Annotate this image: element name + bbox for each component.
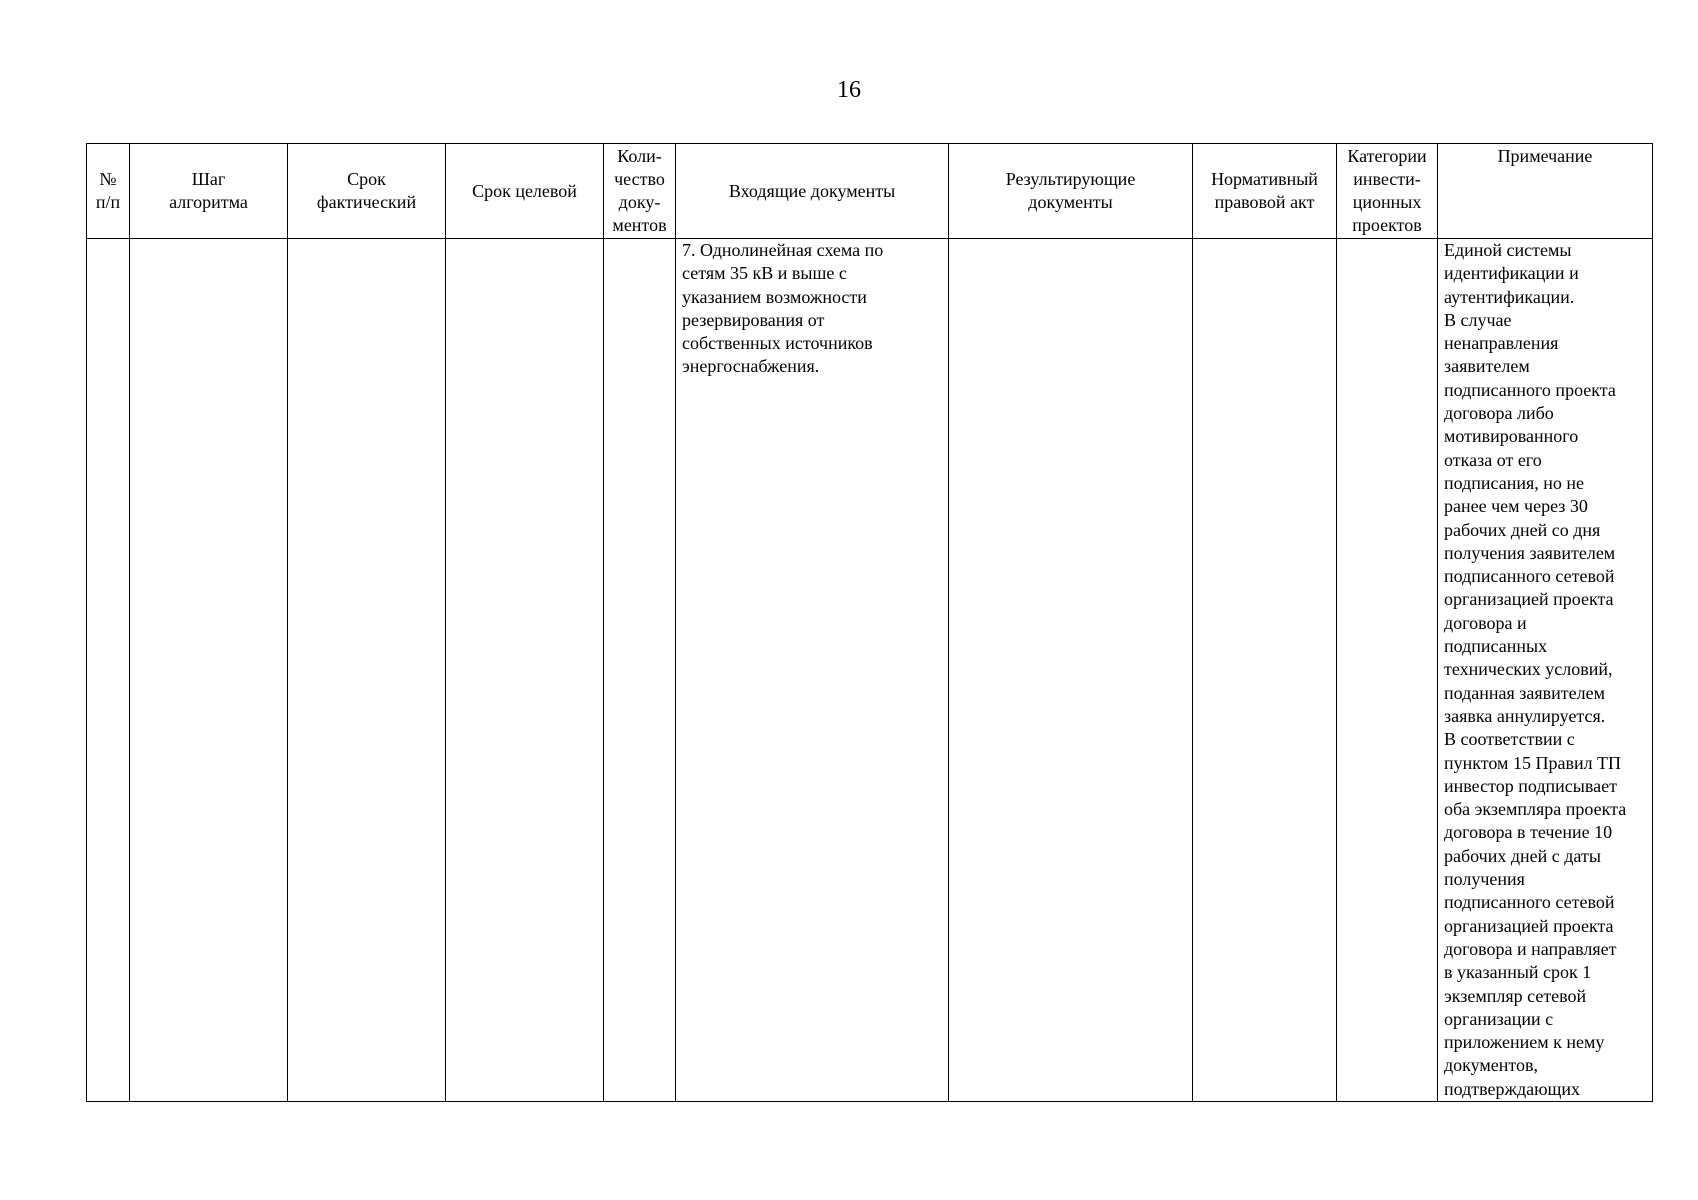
header-step: Шаг алгоритма	[130, 144, 288, 239]
header-note: Примечание	[1438, 144, 1653, 239]
header-target-term: Срок целевой	[446, 144, 604, 239]
cell-resulting-docs	[949, 239, 1193, 1102]
cell-note: Единой системы идентификации и аутентификации. В случае ненаправления заявителем подписанного проекта договора либо мотивированного отказа от его подписания, но не ранее чем через 30 рабочих дней со дня получения заявителем подписанного сетевой организацией проекта договора и подписанных технических условий, поданная заявителем заявка аннулируется. В соответствии с пунктом 15 Правил ТП инвестор подписывает оба экземпляра проекта договора в течение 10 рабочих дней с даты получения подписанного сетевой организацией проекта договора и направляет в указанный срок 1 экземпляр сетевой организации с приложением к нему документов, подтверждающих	[1438, 239, 1653, 1102]
table-header-row	[87, 144, 1653, 239]
cell-doc-count	[604, 239, 676, 1102]
cell-num	[87, 239, 130, 1102]
page-number: 16	[837, 77, 861, 103]
cell-step	[130, 239, 288, 1102]
header-resulting-docs: Результирующие документы	[949, 144, 1193, 239]
cell-legal-act	[1193, 239, 1337, 1102]
cell-categories	[1337, 239, 1438, 1102]
header-doc-count: Коли- чество доку- ментов	[604, 144, 676, 239]
cell-target-term	[446, 239, 604, 1102]
header-categories: Категории инвести- ционных проектов	[1337, 144, 1438, 239]
algorithm-table	[86, 143, 1653, 1102]
header-actual-term: Срок фактический	[288, 144, 446, 239]
header-incoming-docs: Входящие документы	[676, 144, 949, 239]
header-legal-act: Нормативный правовой акт	[1193, 144, 1337, 239]
table-row	[87, 239, 1653, 1102]
cell-incoming-docs: 7. Однолинейная схема по сетям 35 кВ и выше с указанием возможности резервирования от собственных источников энергоснабжения.	[676, 239, 949, 1102]
header-num: № п/п	[87, 144, 130, 239]
cell-actual-term	[288, 239, 446, 1102]
